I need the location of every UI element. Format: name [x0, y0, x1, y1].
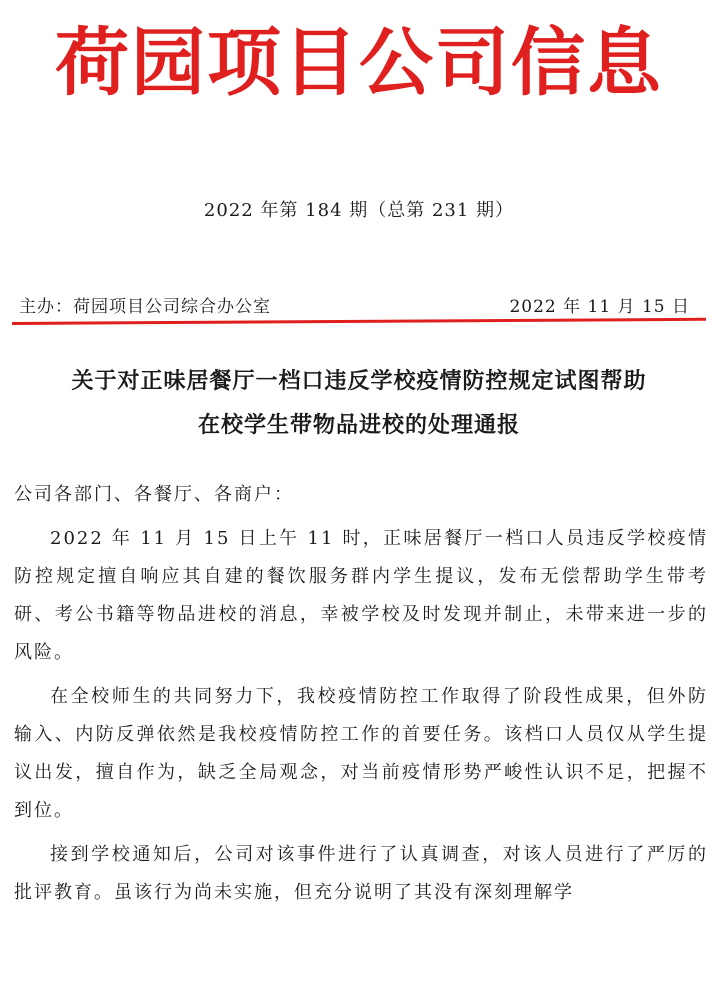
masthead-title: 荷园项目公司信息 [55, 20, 663, 106]
header-row [0, 294, 718, 320]
paragraph-3: 接到学校通知后，公司对该事件进行了认真调查，对该人员进行了严厉的批评教育。虽该行为尚未实施，但充分说明了其没有深刻理解学 [14, 844, 708, 903]
notice-title-line-2: 在校学生带物品进校的处理通报 [197, 413, 520, 438]
issue-number: 2022 年第 184 期（总第 231 期） [203, 200, 515, 221]
paragraph-1: 2022 年 11 月 15 日上午 11 时，正味居餐厅一档口人员违反学校疫情防控规定擅自响应其自建的餐饮服务群内学生提议，发布无偿帮助学生带考研、考公书籍等物品进校的消息，幸被学校及时发现并制止，未带来进一步的风险。 [14, 528, 708, 663]
paragraph-2: 在全校师生的共同努力下，我校疫情防控工作取得了阶段性成果，但外防输入、内防反弹依然是我校疫情防控工作的首要任务。该档口人员仅从学生提议出发，擅自作为，缺乏全局观念，对当前疫情形势严峻性认识不足，把握不到位。 [14, 686, 708, 821]
publish-date: 2022 年 11 月 15 日 [509, 297, 690, 317]
notice-title [0, 360, 718, 448]
salutation: 公司各部门、各餐厅、各商户： [14, 484, 294, 505]
notice-body [14, 476, 708, 912]
notice-title-line-1: 关于对正味居餐厅一档口违反学校疫情防控规定试图帮助 [71, 369, 647, 394]
sponsor-text: 主办：荷园项目公司综合办公室 [19, 297, 271, 317]
